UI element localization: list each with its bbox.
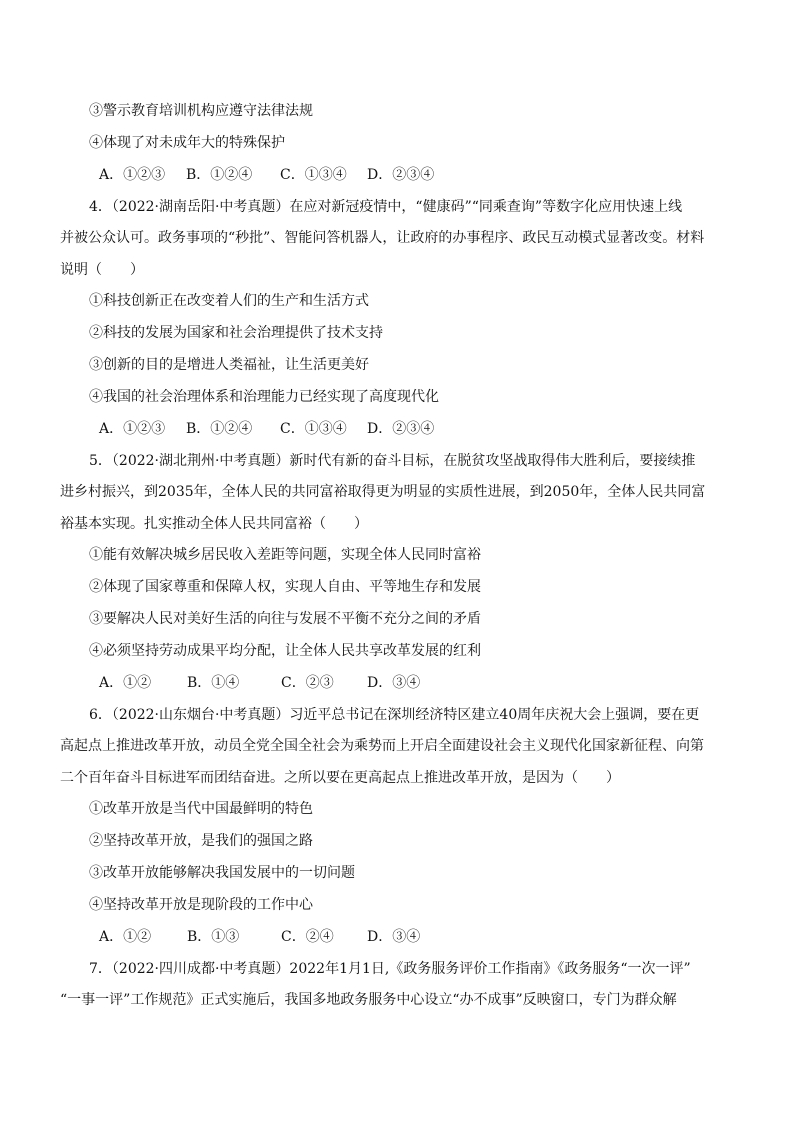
q4-stem-line-3: 说明（ ）	[60, 262, 144, 278]
q3-answer-row	[99, 166, 434, 184]
q3-option-4: ④体现了对未成年大的特殊保护	[89, 135, 285, 151]
q5-answer-d: D．③④	[367, 675, 421, 691]
q6-stem-line-1: 6．（2022·山东烟台·中考真题）习近平总书记在深圳经济特区建立40周年庆祝大会上强调，要在更	[89, 707, 700, 723]
q3-answer-b: B．①②④	[186, 167, 253, 183]
q5-answer-a: A．①②	[99, 675, 152, 691]
q6-answer-row	[99, 928, 420, 946]
q4-option-4: ④我国的社会治理体系和治理能力已经实现了高度现代化	[89, 389, 439, 405]
q6-option-1: ①改革开放是当代中国最鲜明的特色	[89, 801, 313, 817]
q4-stem-line-2: 并被公众认可。政务事项的“秒批”、智能问答机器人，让政府的办事程序、政民互动模式显著改变。材料	[60, 230, 705, 246]
q4-option-1: ①科技创新正在改变着人们的生产和生活方式	[89, 293, 369, 309]
q5-answer-b: B．①④	[187, 675, 240, 691]
q6-answer-d: D．③④	[367, 929, 421, 945]
q4-option-2: ②科技的发展为国家和社会治理提供了技术支持	[89, 325, 383, 341]
q4-answer-a: A．①②③	[99, 421, 166, 437]
q4-answer-d: D．②③④	[367, 421, 435, 437]
q7-stem-line-1: 7．（2022·四川成都·中考真题）2022年1月1日,《政务服务评价工作指南》《政务服务“一次一评”	[89, 961, 691, 977]
q6-answer-c: C．②④	[281, 929, 334, 945]
q5-option-1: ①能有效解决城乡居民收入差距等问题，实现全体人民同时富裕	[89, 547, 481, 563]
q5-stem-line-1: 5．（2022·湖北荆州·中考真题）新时代有新的奋斗目标，在脱贫攻坚战取得伟大胜利后，要接续推	[89, 453, 696, 469]
q5-answer-row	[99, 674, 420, 692]
q3-answer-d: D．②③④	[367, 167, 435, 183]
q6-answer-a: A．①②	[99, 929, 152, 945]
q5-option-3: ③要解决人民对美好生活的向往与发展不平衡不充分之间的矛盾	[89, 611, 481, 627]
q3-answer-c: C．①③④	[280, 167, 347, 183]
q6-option-4: ④坚持改革开放是现阶段的工作中心	[89, 897, 313, 913]
q4-answer-c: C．①③④	[280, 421, 347, 437]
q5-stem-line-3: 裕基本实现。扎实推动全体人民共同富裕（ ）	[60, 516, 368, 532]
q5-answer-c: C．②③	[281, 675, 334, 691]
q7-stem-line-2: “一事一评”工作规范》正式实施后，我国多地政务服务中心设立“办不成事”反映窗口，专门为群众解	[60, 992, 677, 1008]
q4-answer-b: B．①②④	[186, 421, 253, 437]
q4-stem-line-1: 4．（2022·湖南岳阳·中考真题）在应对新冠疫情中，“健康码”“同乘查询”等数字化应用快速上线	[89, 199, 683, 215]
q6-stem-line-3: 二个百年奋斗目标进军而团结奋进。之所以要在更高起点上推进改革开放，是因为（ ）	[60, 770, 620, 786]
q4-answer-row	[99, 420, 434, 438]
q6-stem-line-2: 高起点上推进改革开放，动员全党全国全社会为乘势而上开启全面建设社会主义现代化国家新征程、向第	[60, 738, 704, 754]
q3-option-3: ③警示教育培训机构应遵守法律法规	[89, 103, 313, 119]
q5-option-2: ②体现了国家尊重和保障人权，实现人自由、平等地生存和发展	[89, 579, 481, 595]
q6-answer-b: B．①③	[187, 929, 240, 945]
q4-option-3: ③创新的目的是增进人类福祉，让生活更美好	[89, 357, 369, 373]
q5-stem-line-2: 进乡村振兴，到2035年，全体人民的共同富裕取得更为明显的实质性进展，到2050年，全体人民共同富	[60, 484, 706, 500]
q3-answer-a: A．①②③	[99, 167, 166, 183]
q6-option-2: ②坚持改革开放，是我们的强国之路	[89, 833, 313, 849]
q6-option-3: ③改革开放能够解决我国发展中的一切问题	[89, 865, 355, 881]
q5-option-4: ④必须坚持劳动成果平均分配，让全体人民共享改革发展的红利	[89, 643, 481, 659]
